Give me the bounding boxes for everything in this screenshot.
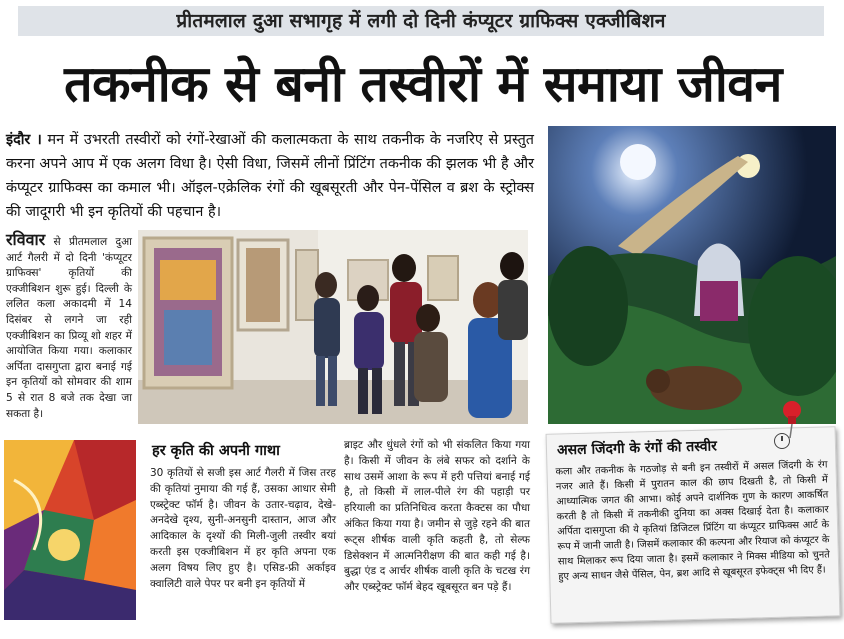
gallery-visitors-photo — [138, 230, 528, 424]
lead-word: रविवार — [6, 230, 46, 249]
body-column-3: ब्राइट और धुंधले रंगों को भी संकलित किया गया है। किसी में जीवन के लंबे सफर को दर्शाने के साथ उसमें आशा के रूप में हरी पत्तियां बनाई गई है, तो किसी में लाल-पीले रंग की पहाड़ी पर हरियाली का प्रतिनिधित्व करता कैक्टस का पौधा अंकित किया गया है। जमीन से जुड़े रहने की बात रूट्स शीर्षक वाली कृति कहती है, तो सेल्फ डिसेक्शन में आत्मनिरीक्षण की बात कही गई है। बुद्धा एंड द आर्चर शीर्षक वाली कृति के चटख रंग और एब्स्ट्रेक्ट फॉर्म बेहद खूबसूरत बन पड़े हैं। — [344, 439, 530, 594]
lede-paragraph — [6, 128, 534, 224]
kicker-band: प्रीतमलाल दुआ सभागृह में लगी दो दिनी कंप्यूटर ग्राफिक्स एक्जीबिशन — [18, 6, 824, 36]
body-column-2: 30 कृतियों से सजी इस आर्ट गैलरी में जिस तरह की कृतियां नुमाया की गई हैं, उसका आधार सेमी एब्स्ट्रेक्ट फॉर्म है। जीवन के उतार-चढ़ाव, देखे-अनदेखे दृश्य, सुनी-अनसुनी दास्तान, आज और आदिकाल के दृश्यों की मिली-जुली तस्वीर बयां करती इस एक्जीबिशन में हर कृति अपना एक अलग विषय लिए हुए है। एसिड-फ्री अर्काइव क्वालिटी वाले पेपर पर बनी इन कृतियों में — [150, 467, 336, 590]
sidebar-box — [546, 426, 841, 624]
dateline: इंदौर । — [6, 132, 42, 148]
lede-text: मन में उभरती तस्वीरों को रंगों-रेखाओं की कलात्मकता के साथ तकनीक के नजरिए से प्रस्तुत करना अपने आप में एक अलग विधा है। ऐसी विधा, जिसमें लीनों प्रिंटिंग तकनीक की झलक भी है और कंप्यूटर ग्राफिक्स का कमाल भी। ऑइल-एक्रेलिक रंगों की खूबसूरती और पेन-पेंसिल व ब्रश के स्ट्रोक्स की जादूगरी भी इन कृतियों की पहचान है। — [6, 132, 534, 220]
colorful-artwork-image — [4, 440, 136, 620]
village-night-artwork-image — [548, 126, 836, 424]
push-pin-icon — [780, 400, 804, 440]
headline: तकनीक से बनी तस्वीरों में समाया जीवन — [64, 55, 782, 113]
sidebar-box-text: कला और तकनीक के गठजोड़ से बनी इन तस्वीरों में असल जिंदगी के रंग नजर आते हैं। किसी में पुरातन काल की छाप दिखती है, तो किसी में आध्यात्मिक जगत की आभा। कोई अपने दार्शनिक गुण के कारण आकर्षित करती है तो किसी में तकनीकी दुनिया का अक्स दिखाई देता है। कलाकार अर्पिता दासगुप्ता की ये कृतियां डिजिटल प्रिंटिंग या कंप्यूटर ग्राफिक्स आर्ट के रूप में जानी जाती है। जिसमें कलाकार की कल्पना और रियाज को कंप्यूटर के साथ मिलाकर रूप दिया जाता है। इसमें कलाकार ने मिक्स मीडिया को चुनते हुए अन्य साधन जैसे पेंसिल, पेन, ब्रश आदि से खूबसूरत इफेक्ट्स भी दिए हैं। — [555, 459, 830, 583]
intro-column — [6, 232, 132, 422]
section-subhead: हर कृति की अपनी गाथा — [152, 443, 280, 459]
sidebar-box-title: असल जिंदगी के रंगों की तस्वीर — [556, 438, 718, 459]
intro-column-text: से प्रीतमलाल दुआ आर्ट गैलरी में दो दिनी 'कंप्यूटर ग्राफिक्स' कृतियों की एक्जीबिशन शुरू हुई। दिल्ली के ललित कला अकादमी में 14 दिसंबर से लगने जा रही एक्जीबिशन का प्रिव्यू शो शहर में आयोजित किया गया। कलाकार अर्पिता दासगुप्ता द्वारा बनाई गई इन कृतियों को सोमवार की शाम 5 से रात 8 बजे तक देखा जा सकता है। — [6, 236, 132, 420]
